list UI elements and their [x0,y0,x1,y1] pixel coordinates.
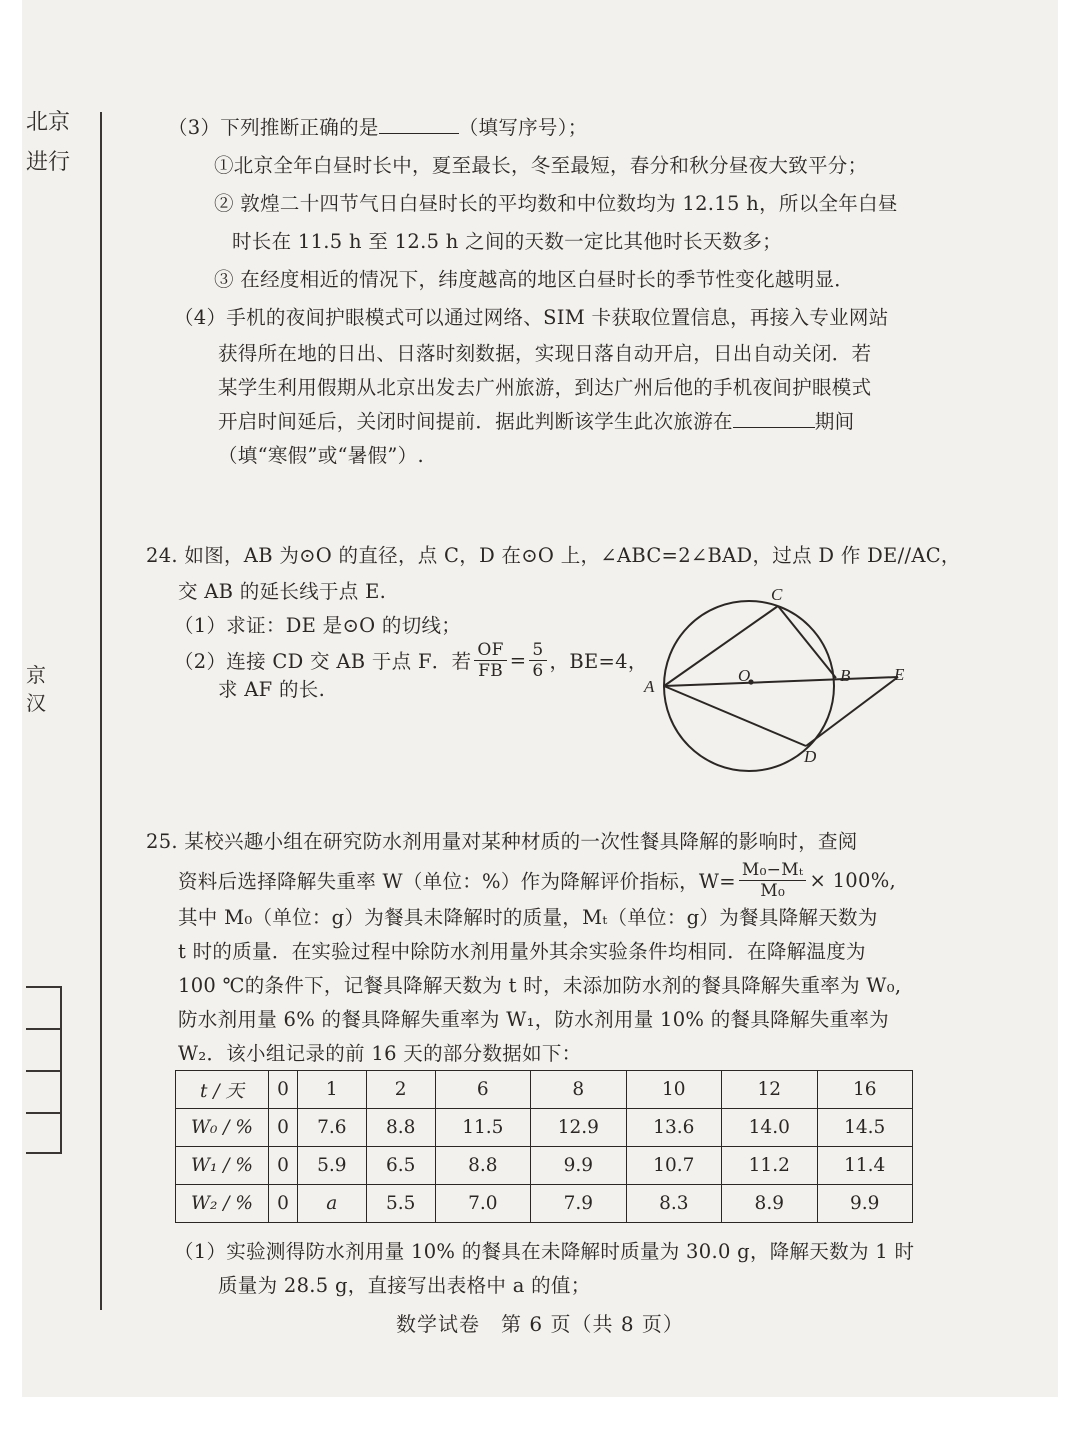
table-cell: 6 [435,1071,530,1109]
answer-blank [733,423,815,428]
table-cell: 8.9 [722,1185,817,1223]
q25-stem-line5: 100 ℃的条件下，记餐具降解天数为 t 时，未添加防水剂的餐具降解失重率为 W₀, [178,974,902,997]
table-cell: 10.7 [626,1147,721,1185]
q25-stem-line7: W₂．该小组记录的前 16 天的部分数据如下： [178,1042,582,1065]
label-c: C [771,585,783,604]
sidebar-fragment: 北京 [26,110,71,135]
table-cell: 0 [269,1147,298,1185]
equals-sign: = [509,648,527,672]
q23-option-3: ③ 在经度相近的情况下，纬度越高的地区白昼时长的季节性变化越明显． [214,268,855,291]
q23-part3 [168,112,588,140]
table-cell: 0 [269,1071,298,1109]
table-row [176,1147,913,1185]
table-cell: a [297,1185,366,1223]
table-cell: 0 [269,1109,298,1147]
fraction-numerator: 5 [529,640,546,661]
q24-sub2-line2: 求 AF 的长. [218,678,326,701]
table-cell: 7.9 [531,1185,626,1223]
table-cell: 12.9 [531,1109,626,1147]
chord-ac [664,606,778,686]
table-cell: 8.8 [366,1109,435,1147]
q25-stem-line2 [178,856,896,904]
q25-sub1-line1: （1）实验测得防水剂用量 10% 的餐具在未降解时质量为 30.0 g，降解天数为 1 时 [174,1240,915,1263]
table-cell: 8.3 [626,1185,721,1223]
row-header: W₁ / % [176,1147,269,1185]
table-cell: 2 [366,1071,435,1109]
table-cell: 9.9 [531,1147,626,1185]
sidebar-fragment: 进行 [26,150,71,175]
q23-part4-line4-text: 开启时间延后，关闭时间提前．据此判断该学生此次旅游在 [218,410,733,433]
fraction-numerator: OF [474,640,506,661]
q24-sub2-text: （2）连接 CD 交 AB 于点 F．若 [174,650,472,673]
table-cell: 10 [626,1071,721,1109]
fraction-denominator: 6 [532,660,544,681]
table-cell: 16 [817,1071,913,1109]
q25-sub1-line2: 质量为 28.5 g，直接写出表格中 a 的值； [218,1274,591,1297]
q23-part4-line2: 获得所在地的日出、日落时刻数据，实现日落自动开启，日出自动关闭．若 [218,342,872,365]
q23-part4-line5: （填“寒假”或“暑假”）. [218,444,424,467]
table-cell: 14.0 [722,1109,817,1147]
table-cell: 7.6 [297,1109,366,1147]
q24-stem-line1: 24. 如图，AB 为⊙O 的直径，点 C，D 在⊙O 上，∠ABC=2∠BAD，过点 D 作 DE//AC， [146,544,961,567]
q23-part4-line3: 某学生利用假期从北京出发去广州旅游，到达广州后他的手机夜间护眼模式 [218,376,872,399]
q25-stem-line6: 防水剂用量 6% 的餐具降解失重率为 W₁，防水剂用量 10% 的餐具降解失重率为 [178,1008,889,1031]
q25-stem-line2-text: 资料后选择降解失重率 W（单位：%）作为降解评价指标，W= [178,870,736,893]
table-cell: 13.6 [626,1109,721,1147]
q24-sub2-tail: ，BE=4， [549,650,648,673]
row-header: W₂ / % [176,1185,269,1223]
sidebar-fragment: 汉 [26,691,46,715]
fraction-weight-loss [739,860,807,901]
fraction-denominator: M₀ [760,880,786,901]
q23-option-2b: 时长在 11.5 h 至 12.5 h 之间的天数一定比其他时长天数多； [232,230,782,253]
page-footer: 数学试卷 第 6 页（共 8 页） [396,1312,684,1336]
label-o: O [738,666,751,685]
q23-part3-label: （3）下列推断正确的是 [168,116,379,139]
table-cell: 11.5 [435,1109,530,1147]
table-cell: 6.5 [366,1147,435,1185]
table-cell: 8 [531,1071,626,1109]
table-row [176,1109,913,1147]
table-cell: 8.8 [435,1147,530,1185]
binding-margin-line [100,112,102,1310]
q25-stem-line4: t 时的质量．在实验过程中除防水剂用量外其余实验条件均相同．在降解温度为 [178,940,866,963]
label-b: B [840,666,851,685]
degradation-data-table [175,1070,913,1223]
circle-geometry-figure [640,582,920,772]
table-cell: 0 [269,1185,298,1223]
table-row [176,1071,913,1109]
table-cell: 14.5 [817,1109,913,1147]
label-d: D [804,747,817,766]
sidebar-score-box [26,986,62,1154]
row-header: t / 天 [176,1071,269,1109]
fraction-numerator: M₀−Mₜ [739,860,807,881]
q23-part3-suffix: （填写序号）； [458,116,588,139]
table-cell: 11.4 [817,1147,913,1185]
q25-stem-line2-tail: × 100%, [809,868,897,892]
table-cell: 5.5 [366,1185,435,1223]
q23-option-2a: ② 敦煌二十四节气日白昼时长的平均数和中位数均为 12.15 h，所以全年白昼 [214,192,898,215]
label-a: A [644,677,655,696]
line-ae [664,677,898,686]
fraction-five-sixths [529,640,546,681]
q25-stem-line1: 25. 某校兴趣小组在研究防水剂用量对某种材质的一次性餐具降解的影响时，查阅 [146,830,858,853]
q25-stem-line3: 其中 M₀（单位：g）为餐具未降解时的质量，Mₜ（单位：g）为餐具降解天数为 [178,906,878,929]
row-header: W₀ / % [176,1109,269,1147]
q23-part4-line4 [218,406,854,434]
table-cell: 9.9 [817,1185,913,1223]
answer-blank [379,129,459,134]
table-cell: 7.0 [435,1185,530,1223]
fraction-denominator: FB [478,660,504,681]
q24-sub1: （1）求证：DE 是⊙O 的切线； [174,614,462,637]
table-cell: 11.2 [722,1147,817,1185]
sidebar-fragment: 京 [26,663,46,687]
q23-part4-line1: （4）手机的夜间护眼模式可以通过网络、SIM 卡获取位置信息，再接入专业网站 [174,306,889,329]
chord-ad [664,686,806,746]
table-cell: 5.9 [297,1147,366,1185]
q23-part4-line4-tail: 期间 [814,410,855,433]
table-cell: 1 [297,1071,366,1109]
table-row [176,1185,913,1223]
label-e: E [894,665,905,684]
q23-option-1: ①北京全年白昼时长中，夏至最长，冬至最短，春分和秋分昼夜大致平分； [214,154,868,177]
q24-stem-line2: 交 AB 的延长线于点 E. [178,580,387,603]
fraction-of-fb [474,640,506,681]
chord-cb [778,606,836,678]
segment-de [806,677,898,746]
table-cell: 12 [722,1071,817,1109]
